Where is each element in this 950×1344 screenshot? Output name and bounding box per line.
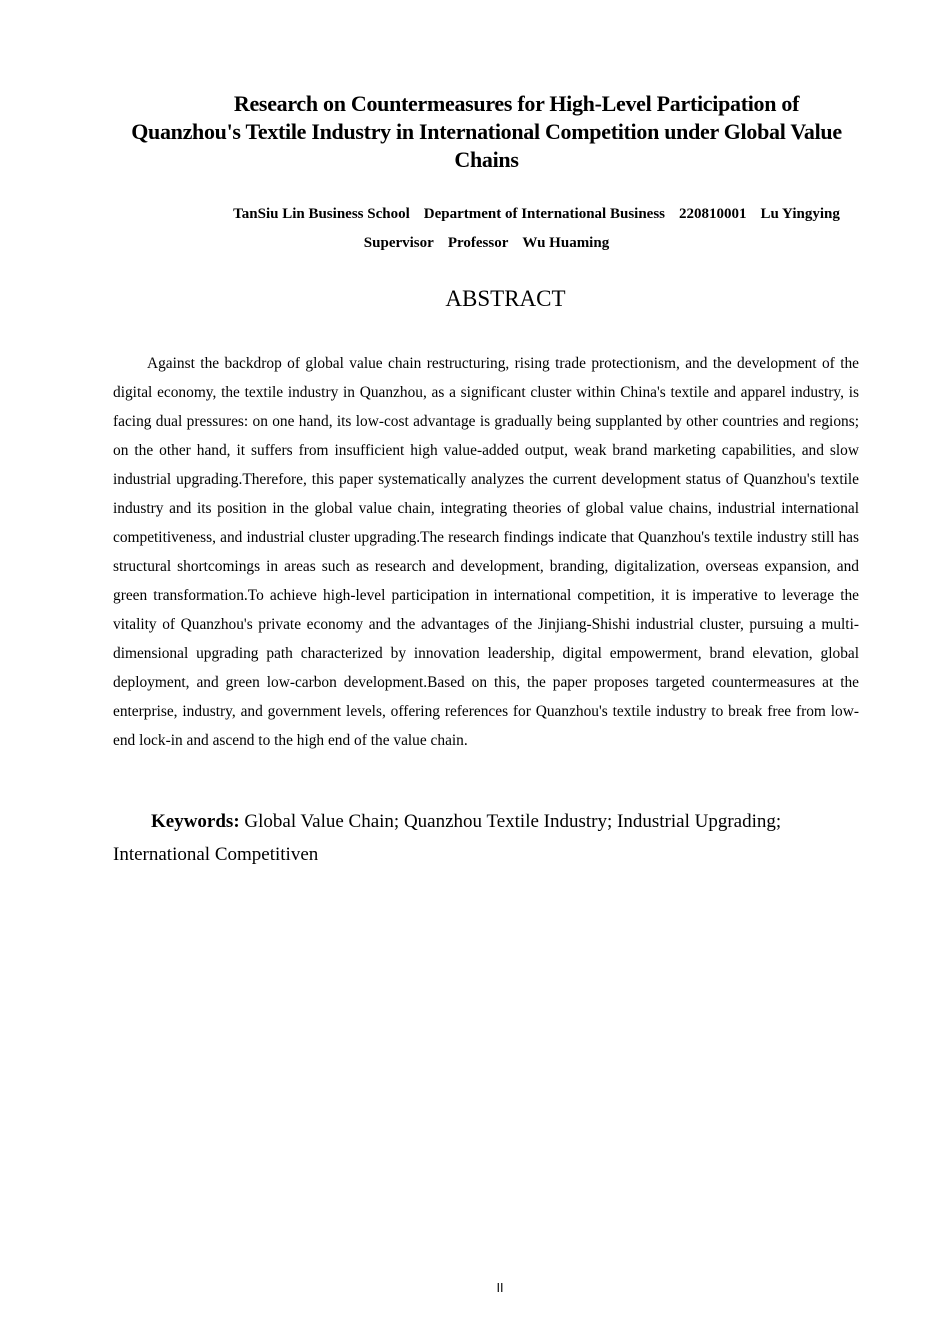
supervisor-label: Supervisor bbox=[363, 235, 434, 251]
abstract-body: Against the backdrop of global value chain restructuring, rising trade protectionism, and the development of the digital economy, the textile industry in Quanzhou, as a significant cluster within China's textile and apparel industry, is facing dual pressures: on one hand, its low-cost advantage is gradually being supplanted by other countries and regions; on the other hand, it suffers from insufficient high value-added output, weak brand marketing capabilities, and slow industrial upgrading.Therefore, this paper systematically analyzes the current development status of Quanzhou's textile industry and its position in the global value chain, integrating theories of global value chains, industrial international competitiveness, and industrial cluster upgrading.The research findings indicate that Quanzhou's textile industry still has structural shortcomings in areas such as research and development, branding, digitalization, overseas expansion, and green transformation.To achieve high-level participation in international competition, it is imperative to leverage the vitality of Quanzhou's private economy and the advantages of the Jinjiang-Shishi industrial cluster, pursuing a multi-dimensional upgrading path characterized by innovation leadership, digital empowerment, brand elevation, global deployment, and green low-carbon development.Based on this, the paper proposes targeted countermeasures at the enterprise, industry, and government levels, offering references for Quanzhou's textile industry to break free from low-end lock-in and ascend to the high end of the value chain. bbox=[113, 355, 859, 749]
supervisor-name: Wu Huaming bbox=[522, 235, 610, 251]
school-name: TanSiu Lin Business School bbox=[233, 206, 410, 222]
supervisor-title: Professor bbox=[447, 235, 509, 251]
keywords-text: Global Value Chain; Quanzhou Textile Industry; Industrial Upgrading; International Competitiven bbox=[113, 811, 782, 865]
page-number: II bbox=[496, 1281, 504, 1295]
department-name: Department of International Business bbox=[423, 206, 666, 222]
keywords-label: Keywords: bbox=[151, 811, 240, 832]
author-info bbox=[113, 200, 860, 258]
student-id: 220810001 bbox=[679, 206, 747, 222]
paper-title-line-2: Quanzhou's Textile Industry in International Competition under Global Value bbox=[131, 119, 842, 144]
paper-title-line-1: Research on Countermeasures for High-Level Participation of bbox=[233, 91, 800, 116]
abstract-heading: ABSTRACT bbox=[445, 286, 566, 311]
author-line bbox=[113, 200, 860, 229]
paper-title-line-3: Chains bbox=[454, 147, 519, 172]
author-name: Lu Yingying bbox=[760, 206, 840, 222]
supervisor-line bbox=[113, 229, 860, 258]
keywords-paragraph bbox=[113, 805, 859, 871]
paper-title bbox=[113, 90, 860, 174]
